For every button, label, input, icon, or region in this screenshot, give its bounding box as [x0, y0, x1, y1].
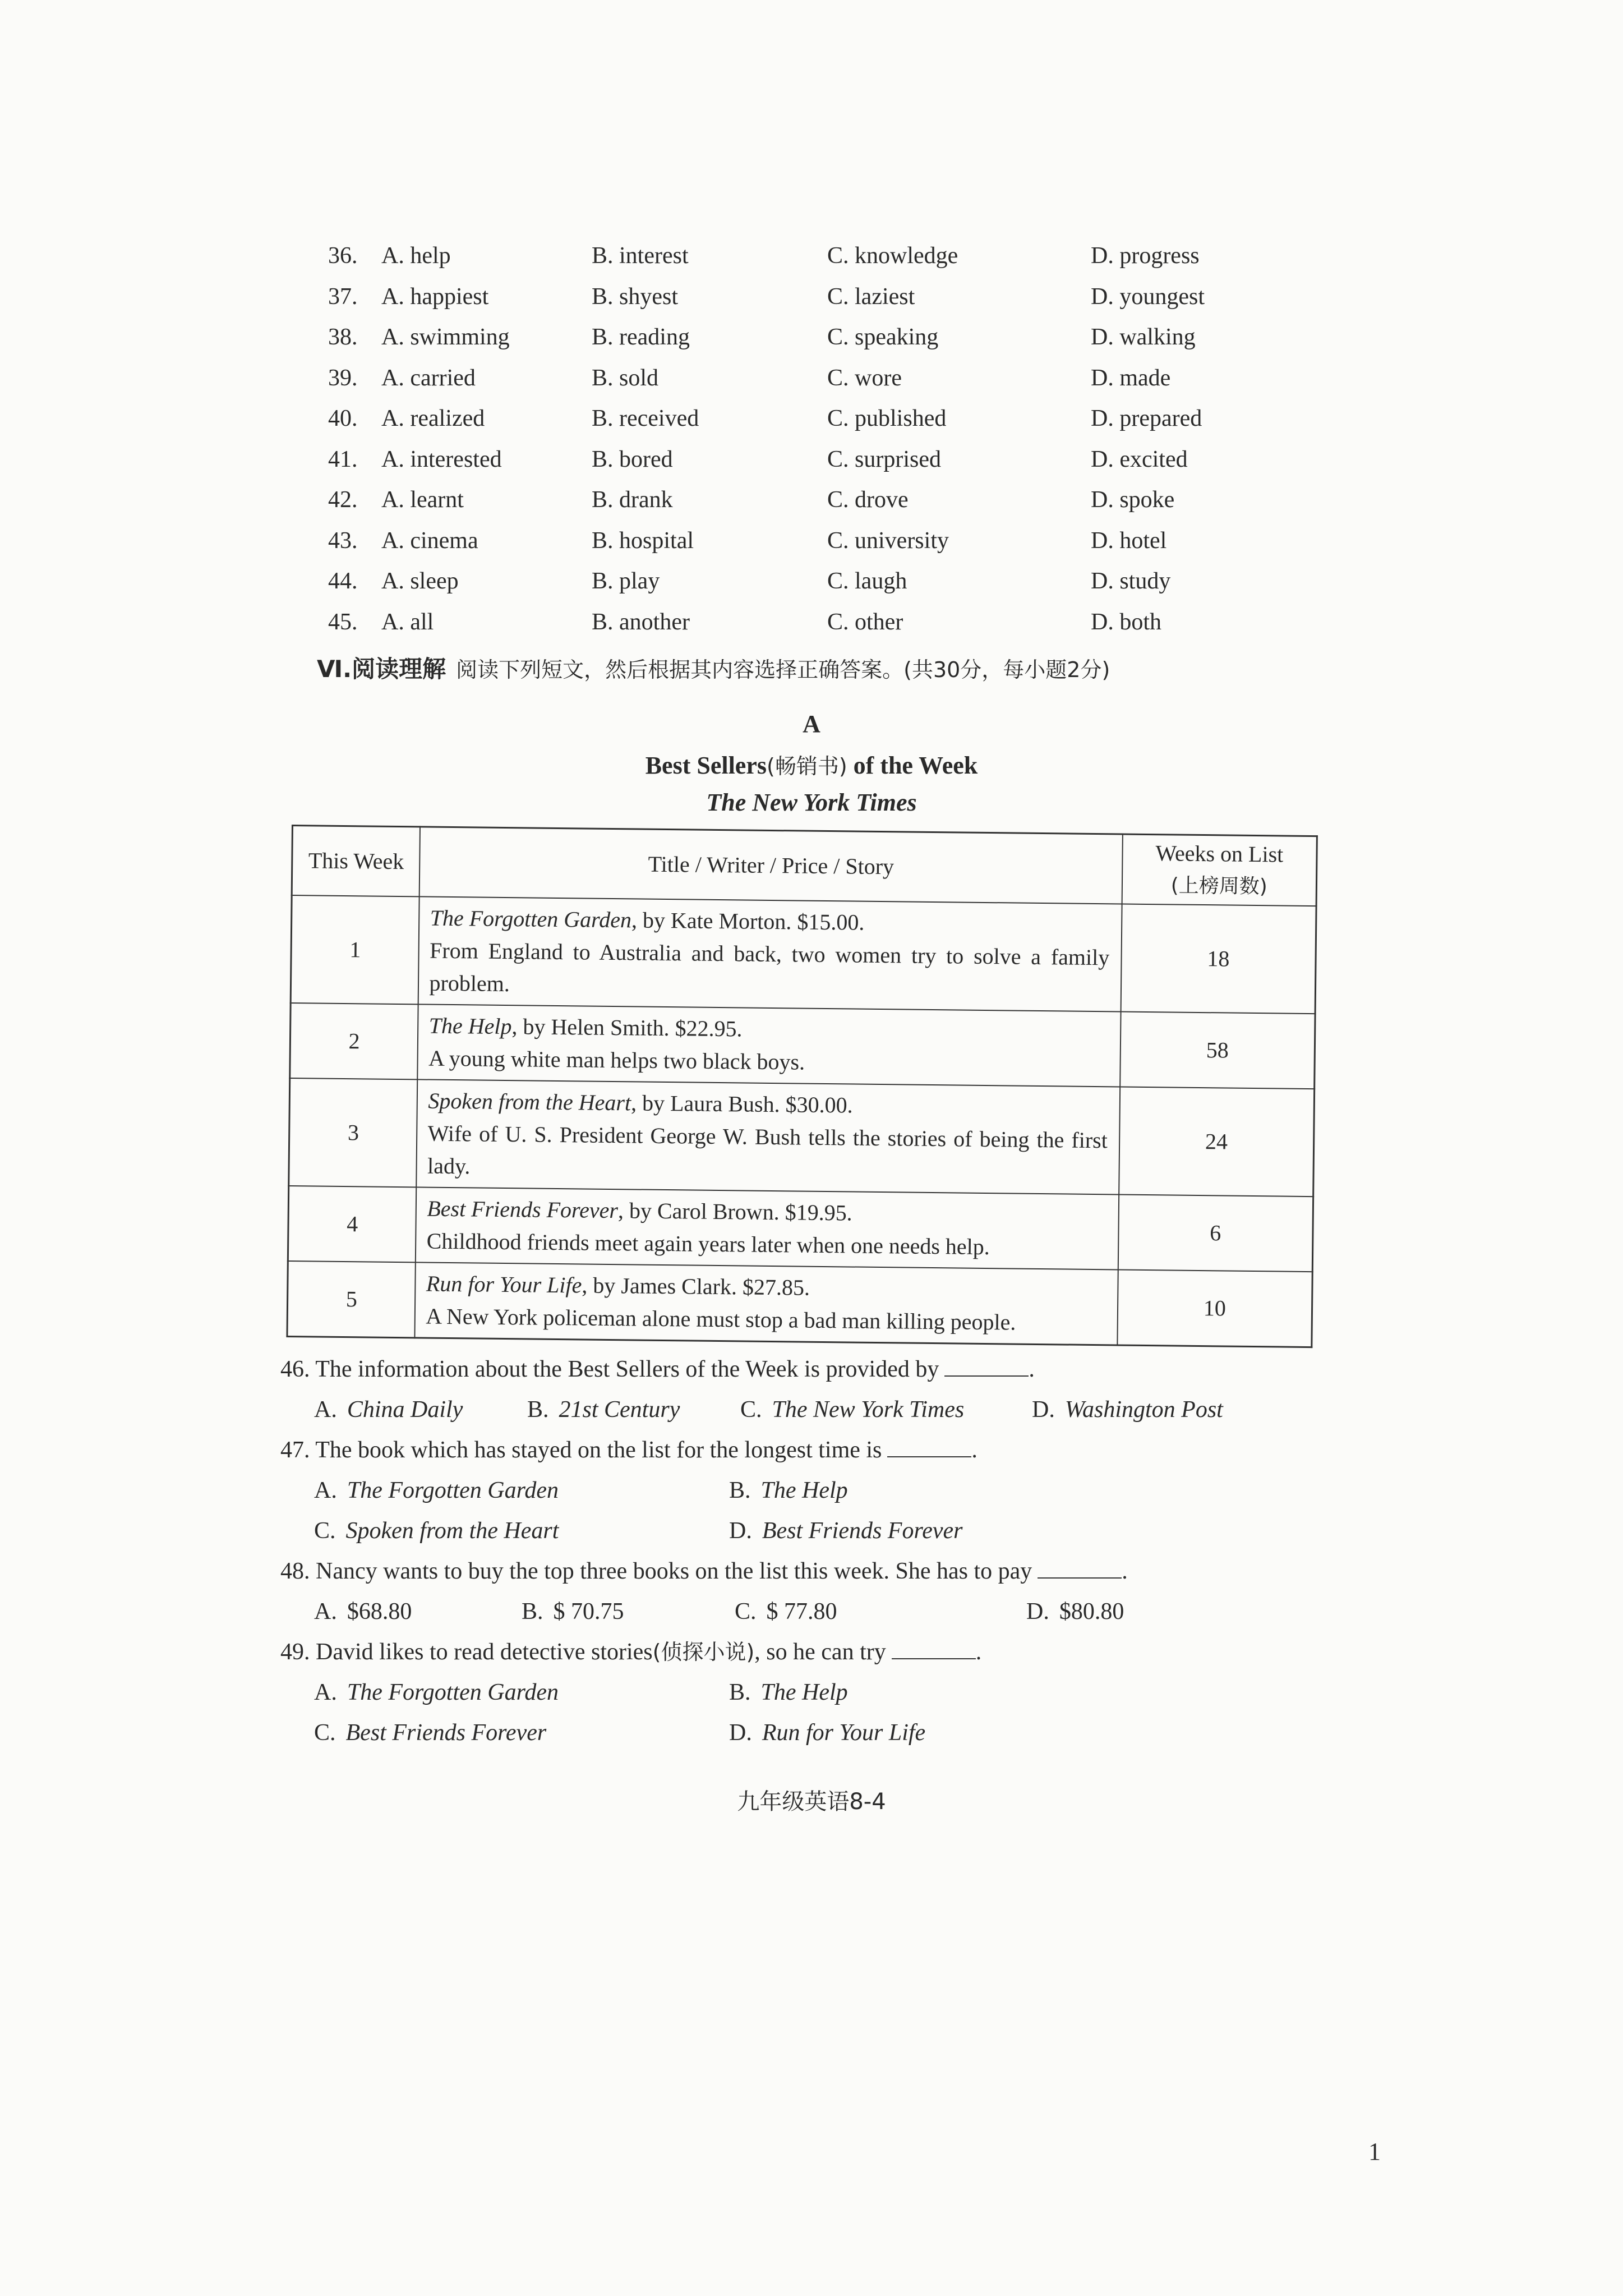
- option-text: The Help: [760, 1680, 848, 1705]
- cloze-row: [328, 358, 1478, 399]
- book-writer-price: , by Laura Bush. $30.00.: [630, 1090, 853, 1118]
- option-b: B. interest: [592, 243, 689, 269]
- option-letter: C.: [740, 1397, 762, 1423]
- option-d: D. youngest: [1091, 283, 1205, 310]
- book-story: Wife of U. S. President George W. Bush tells the stories of being the first lady.: [427, 1120, 1108, 1179]
- book-info-cell: [418, 1004, 1121, 1087]
- best-sellers-table: [286, 825, 1317, 1348]
- option-text: The New York Times: [772, 1397, 965, 1423]
- option-text: The Forgotten Garden: [347, 1478, 559, 1503]
- option-b: B. drank: [592, 487, 673, 513]
- cloze-row: [328, 236, 1478, 277]
- book-title: Spoken from the Heart: [428, 1088, 631, 1116]
- passage-title-cn: (畅销书): [767, 754, 847, 779]
- book-title: Best Friends Forever: [427, 1195, 619, 1223]
- question-stem: [280, 1349, 1346, 1389]
- option-c: C. speaking: [827, 324, 939, 350]
- book-info-cell: [418, 896, 1122, 1011]
- option-letter: A.: [314, 1599, 337, 1625]
- page-footer: 九年级英语8-4: [737, 1789, 886, 1815]
- section-label: Ⅵ.阅读理解: [317, 655, 446, 683]
- option-text: Run for Your Life: [762, 1720, 926, 1746]
- option-a: A. cinema: [381, 527, 478, 554]
- book-title: The Forgotten Garden: [430, 905, 632, 933]
- option-letter: D.: [729, 1518, 752, 1544]
- option-c: C. surprised: [827, 446, 941, 472]
- book-story: From England to Australia and back, two women try to solve a family problem.: [429, 937, 1110, 997]
- option-b: B. hospital: [592, 527, 694, 554]
- table-row: [289, 1078, 1315, 1197]
- weeks-on-list-cell: 18: [1121, 904, 1316, 1014]
- best-sellers-table-wrap: [286, 825, 1317, 1348]
- option-text: The Forgotten Garden: [347, 1680, 559, 1705]
- weeks-on-list-cell: 10: [1117, 1269, 1312, 1347]
- book-writer-price: , by Carol Brown. $19.95.: [617, 1198, 852, 1226]
- options-row: [280, 1511, 1346, 1551]
- question-number: 38.: [328, 324, 358, 350]
- option-a: A. all: [381, 609, 434, 635]
- weeks-on-list-cell: 24: [1119, 1087, 1315, 1197]
- option-letter: B.: [527, 1397, 549, 1423]
- option-b[interactable]: [729, 1470, 848, 1511]
- option-d: D. made: [1091, 365, 1171, 391]
- option-letter: B.: [522, 1599, 543, 1625]
- option-a: A. happiest: [381, 283, 489, 310]
- cloze-row: [328, 521, 1478, 562]
- option-b[interactable]: [522, 1591, 624, 1632]
- answer-blank[interactable]: [1038, 1559, 1122, 1579]
- option-text: Washington Post: [1064, 1397, 1223, 1423]
- header-weeks-on-list-en: Weeks on List: [1155, 840, 1284, 867]
- question-stem-text: 46. The information about the Best Sellers of the Week is provided by: [280, 1356, 939, 1382]
- option-a[interactable]: [314, 1591, 412, 1632]
- option-d: D. excited: [1091, 446, 1188, 472]
- option-b: B. received: [592, 406, 699, 431]
- option-a: A. sleep: [381, 568, 459, 594]
- page-number: 1: [1368, 2138, 1381, 2165]
- header-title-writer-price-story: Title / Writer / Price / Story: [419, 827, 1122, 904]
- book-story: A young white man helps two black boys.: [428, 1045, 805, 1075]
- options-row: [280, 1591, 1346, 1632]
- option-c: C. knowledge: [827, 243, 958, 269]
- option-d: D. progress: [1091, 243, 1200, 269]
- question-number: 40.: [328, 406, 358, 431]
- answer-blank[interactable]: [944, 1358, 1029, 1377]
- rank-cell: 2: [290, 1003, 418, 1079]
- question-stem-text: 47. The book which has stayed on the list for the longest time is: [280, 1437, 882, 1463]
- option-c: C. drove: [827, 487, 909, 513]
- option-d: D. prepared: [1091, 406, 1202, 431]
- question-number: 41.: [328, 446, 358, 472]
- option-c[interactable]: [740, 1389, 964, 1430]
- option-text: $80.80: [1059, 1599, 1124, 1625]
- book-writer-price: , by Kate Morton. $15.00.: [631, 907, 865, 935]
- option-c: C. university: [827, 527, 949, 554]
- cloze-row: [328, 439, 1478, 480]
- option-a[interactable]: [314, 1672, 559, 1713]
- option-letter: C.: [314, 1518, 336, 1544]
- passage-title-end: of the Week: [853, 752, 978, 779]
- option-letter: C.: [735, 1599, 757, 1625]
- option-c[interactable]: [314, 1511, 559, 1551]
- option-text: The Help: [760, 1478, 848, 1503]
- option-b: B. sold: [592, 365, 659, 391]
- book-writer-price: , by James Clark. $27.85.: [582, 1272, 810, 1300]
- option-letter: B.: [729, 1680, 751, 1705]
- question-stem: [280, 1551, 1346, 1591]
- option-c: C. laziest: [827, 283, 915, 310]
- cloze-row: [328, 480, 1478, 521]
- table-row: [288, 1186, 1313, 1272]
- weeks-on-list-cell: 58: [1120, 1011, 1315, 1089]
- question-number: 44.: [328, 568, 358, 594]
- option-text: Best Friends Forever: [762, 1518, 963, 1544]
- option-a: A. swimming: [381, 324, 510, 350]
- answer-blank[interactable]: [887, 1438, 971, 1457]
- book-title: Run for Your Life: [426, 1271, 582, 1298]
- option-c: C. laugh: [827, 568, 907, 594]
- option-b[interactable]: [527, 1389, 680, 1430]
- options-row: [280, 1672, 1346, 1713]
- passage-letter: A: [803, 710, 820, 738]
- question: [280, 1349, 1346, 1430]
- option-b[interactable]: [729, 1672, 848, 1713]
- options-row: [280, 1713, 1346, 1753]
- table-row: [290, 1003, 1315, 1089]
- book-story: A New York policeman alone must stop a bad man killing people.: [426, 1303, 1016, 1335]
- option-c[interactable]: [314, 1713, 546, 1753]
- question-stem: [280, 1632, 1346, 1672]
- option-b: B. bored: [592, 446, 673, 472]
- option-c: C. other: [827, 609, 903, 635]
- header-weeks-on-list-cn: (上榜周数): [1170, 874, 1268, 899]
- passage-title-en: Best Sellers: [645, 752, 767, 779]
- option-d: D. hotel: [1091, 527, 1167, 554]
- cloze-row: [328, 317, 1478, 358]
- option-letter: D.: [1032, 1397, 1055, 1423]
- option-b: B. reading: [592, 324, 690, 350]
- option-d[interactable]: [1026, 1591, 1124, 1632]
- question-stem: [280, 1430, 1346, 1470]
- option-letter: D.: [1026, 1599, 1049, 1625]
- option-letter: A.: [314, 1478, 337, 1503]
- option-d: D. spoke: [1091, 487, 1175, 513]
- option-c[interactable]: [735, 1591, 837, 1632]
- rank-cell: 4: [288, 1186, 416, 1262]
- option-b: B. play: [592, 568, 660, 594]
- question: [280, 1430, 1346, 1551]
- option-a: A. realized: [381, 406, 485, 431]
- table-row: [291, 895, 1316, 1014]
- question-number: 39.: [328, 365, 358, 391]
- rank-cell: 5: [287, 1261, 416, 1338]
- question-number: 45.: [328, 609, 358, 635]
- option-letter: A.: [314, 1397, 337, 1423]
- cloze-row: [328, 398, 1478, 439]
- option-a: A. carried: [381, 365, 476, 391]
- option-text: Spoken from the Heart: [345, 1518, 559, 1544]
- section-heading: [317, 651, 1110, 684]
- answer-blank[interactable]: [892, 1640, 976, 1659]
- options-row: [280, 1389, 1346, 1430]
- option-text: China Daily: [347, 1397, 463, 1423]
- question-number: 37.: [328, 283, 358, 310]
- option-a: A. help: [381, 243, 451, 269]
- stem-period: .: [971, 1437, 978, 1463]
- option-b: B. another: [592, 609, 690, 635]
- weeks-on-list-cell: 6: [1118, 1194, 1313, 1272]
- header-this-week: This Week: [292, 826, 420, 897]
- rank-cell: 3: [289, 1078, 418, 1187]
- passage-subtitle: The New York Times: [706, 789, 917, 816]
- header-weeks-on-list: [1122, 834, 1317, 906]
- option-text: 21st Century: [559, 1397, 680, 1423]
- option-text: $68.80: [347, 1599, 412, 1625]
- option-text: $ 77.80: [766, 1599, 837, 1625]
- stem-period: .: [975, 1639, 982, 1665]
- question-stem-cn: (侦探小说): [652, 1640, 755, 1664]
- table-row: [287, 1261, 1312, 1347]
- option-c: C. wore: [827, 365, 902, 391]
- book-story: Childhood friends meet again years later when one needs help.: [426, 1228, 990, 1260]
- option-d: D. both: [1091, 609, 1161, 635]
- option-letter: C.: [314, 1720, 336, 1746]
- option-d[interactable]: [729, 1713, 925, 1753]
- book-writer-price: , by Helen Smith. $22.95.: [511, 1014, 743, 1042]
- option-d[interactable]: [729, 1511, 963, 1551]
- stem-period: .: [1029, 1356, 1035, 1382]
- question: [280, 1632, 1346, 1753]
- option-letter: D.: [729, 1720, 752, 1746]
- option-d: D. study: [1091, 568, 1171, 594]
- cloze-row: [328, 561, 1478, 602]
- passage-title: [0, 749, 1623, 780]
- question-stem-text: 49. David likes to read detective stories: [280, 1639, 653, 1665]
- cloze-options: [328, 236, 1478, 642]
- option-a[interactable]: [314, 1389, 463, 1430]
- option-a[interactable]: [314, 1470, 559, 1511]
- book-info-cell: [416, 1187, 1119, 1269]
- option-text: Best Friends Forever: [345, 1720, 547, 1746]
- option-d[interactable]: [1032, 1389, 1223, 1430]
- stem-period: .: [1122, 1558, 1128, 1584]
- reading-questions: [280, 1349, 1346, 1753]
- option-letter: B.: [729, 1478, 751, 1503]
- table-header-row: [292, 826, 1317, 907]
- question: [280, 1551, 1346, 1632]
- option-text: $ 70.75: [553, 1599, 624, 1625]
- question-stem-text: 48. Nancy wants to buy the top three books on the list this week. She has to pay: [280, 1558, 1032, 1584]
- cloze-row: [328, 277, 1478, 318]
- book-title: The Help: [428, 1013, 512, 1039]
- option-d: D. walking: [1091, 324, 1196, 350]
- option-a: A. learnt: [381, 487, 464, 513]
- section-instruction: 阅读下列短文，然后根据其内容选择正确答案。(共30分，每小题2分): [456, 657, 1110, 682]
- option-b: B. shyest: [592, 283, 679, 310]
- question-number: 43.: [328, 527, 358, 554]
- question-number: 36.: [328, 243, 358, 269]
- option-c: C. published: [827, 406, 947, 431]
- rank-cell: 1: [291, 895, 419, 1004]
- book-info-cell: [417, 1079, 1120, 1194]
- cloze-row: [328, 602, 1478, 643]
- option-a: A. interested: [381, 446, 502, 472]
- option-letter: A.: [314, 1680, 337, 1705]
- options-row: [280, 1470, 1346, 1511]
- question-number: 42.: [328, 487, 358, 513]
- book-info-cell: [415, 1262, 1118, 1345]
- question-stem-end: , so he can try: [754, 1639, 886, 1665]
